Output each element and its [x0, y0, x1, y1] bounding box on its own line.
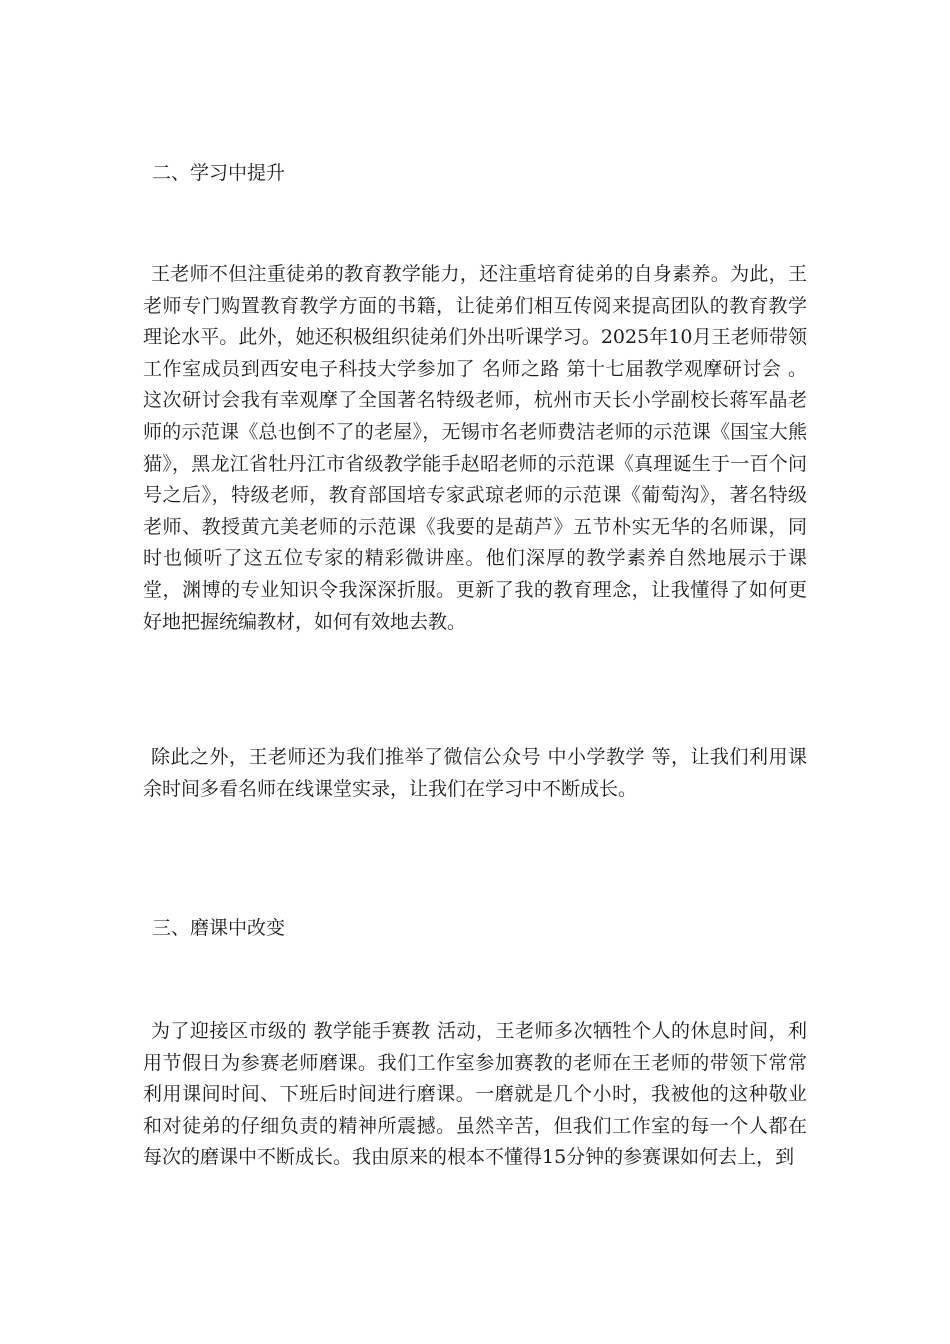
paragraph-wechat-recommendation: 除此之外，王老师还为我们推举了微信公众号 中小学教学 等，让我们利用课余时间多看名师在线课堂实录，让我们在学习中不断成长。: [143, 746, 807, 800]
section-heading-lesson-polishing: 三、磨课中改变: [152, 917, 286, 939]
section-heading-learning: 二、学习中提升: [152, 162, 286, 184]
paragraph-study-improvement: 王老师不但注重徒弟的教育教学能力，还注重培育徒弟的自身素养。为此，王老师专门购置教育教学方面的书籍，让徒弟们相互传阅来提高团队的教育教学理论水平。此外，她还积极组织徒弟们外出听课学习。2025年10月王老师带领工作室成员到西安电子科技大学参加了 名师之路 第十七届教学观摩研讨会 。这次研讨会我有幸观摩了全国著名特级老师，杭州市天长小学副校长蒋军晶老师的示范课《总也倒不了的老屋》，无锡市名老师费洁老师的示范课《国宝大熊猫》，黑龙江省牡丹江市省级教学能手赵昭老师的示范课《真理诞生于一百个问号之后》，特级老师，教育部国培专家武琼老师的示范课《葡萄沟》，著名特级老师、教授黄亢美老师的示范课《我要的是葫芦》五节朴实无华的名师课，同时也倾听了这五位专家的精彩微讲座。他们深厚的教学素养自然地展示于课堂，渊博的专业知识令我深深折服。更新了我的教育理念，让我懂得了如何更好地把握统编教材，如何有效地去教。: [143, 263, 807, 633]
paragraph-lesson-polishing: 为了迎接区市级的 教学能手赛教 活动，王老师多次牺牲个人的休息时间，利用节假日为参赛老师磨课。我们工作室参加赛教的老师在王老师的带领下常常利用课间时间、下班后时间进行磨课。一磨就是几个小时，我被他的这种敬业和对徒弟的仔细负责的精神所震撼。虽然辛苦，但我们工作室的每一个人都在每次的磨课中不断成长。我由原来的根本不懂得15分钟的参赛课如何去上，到: [143, 1020, 807, 1169]
